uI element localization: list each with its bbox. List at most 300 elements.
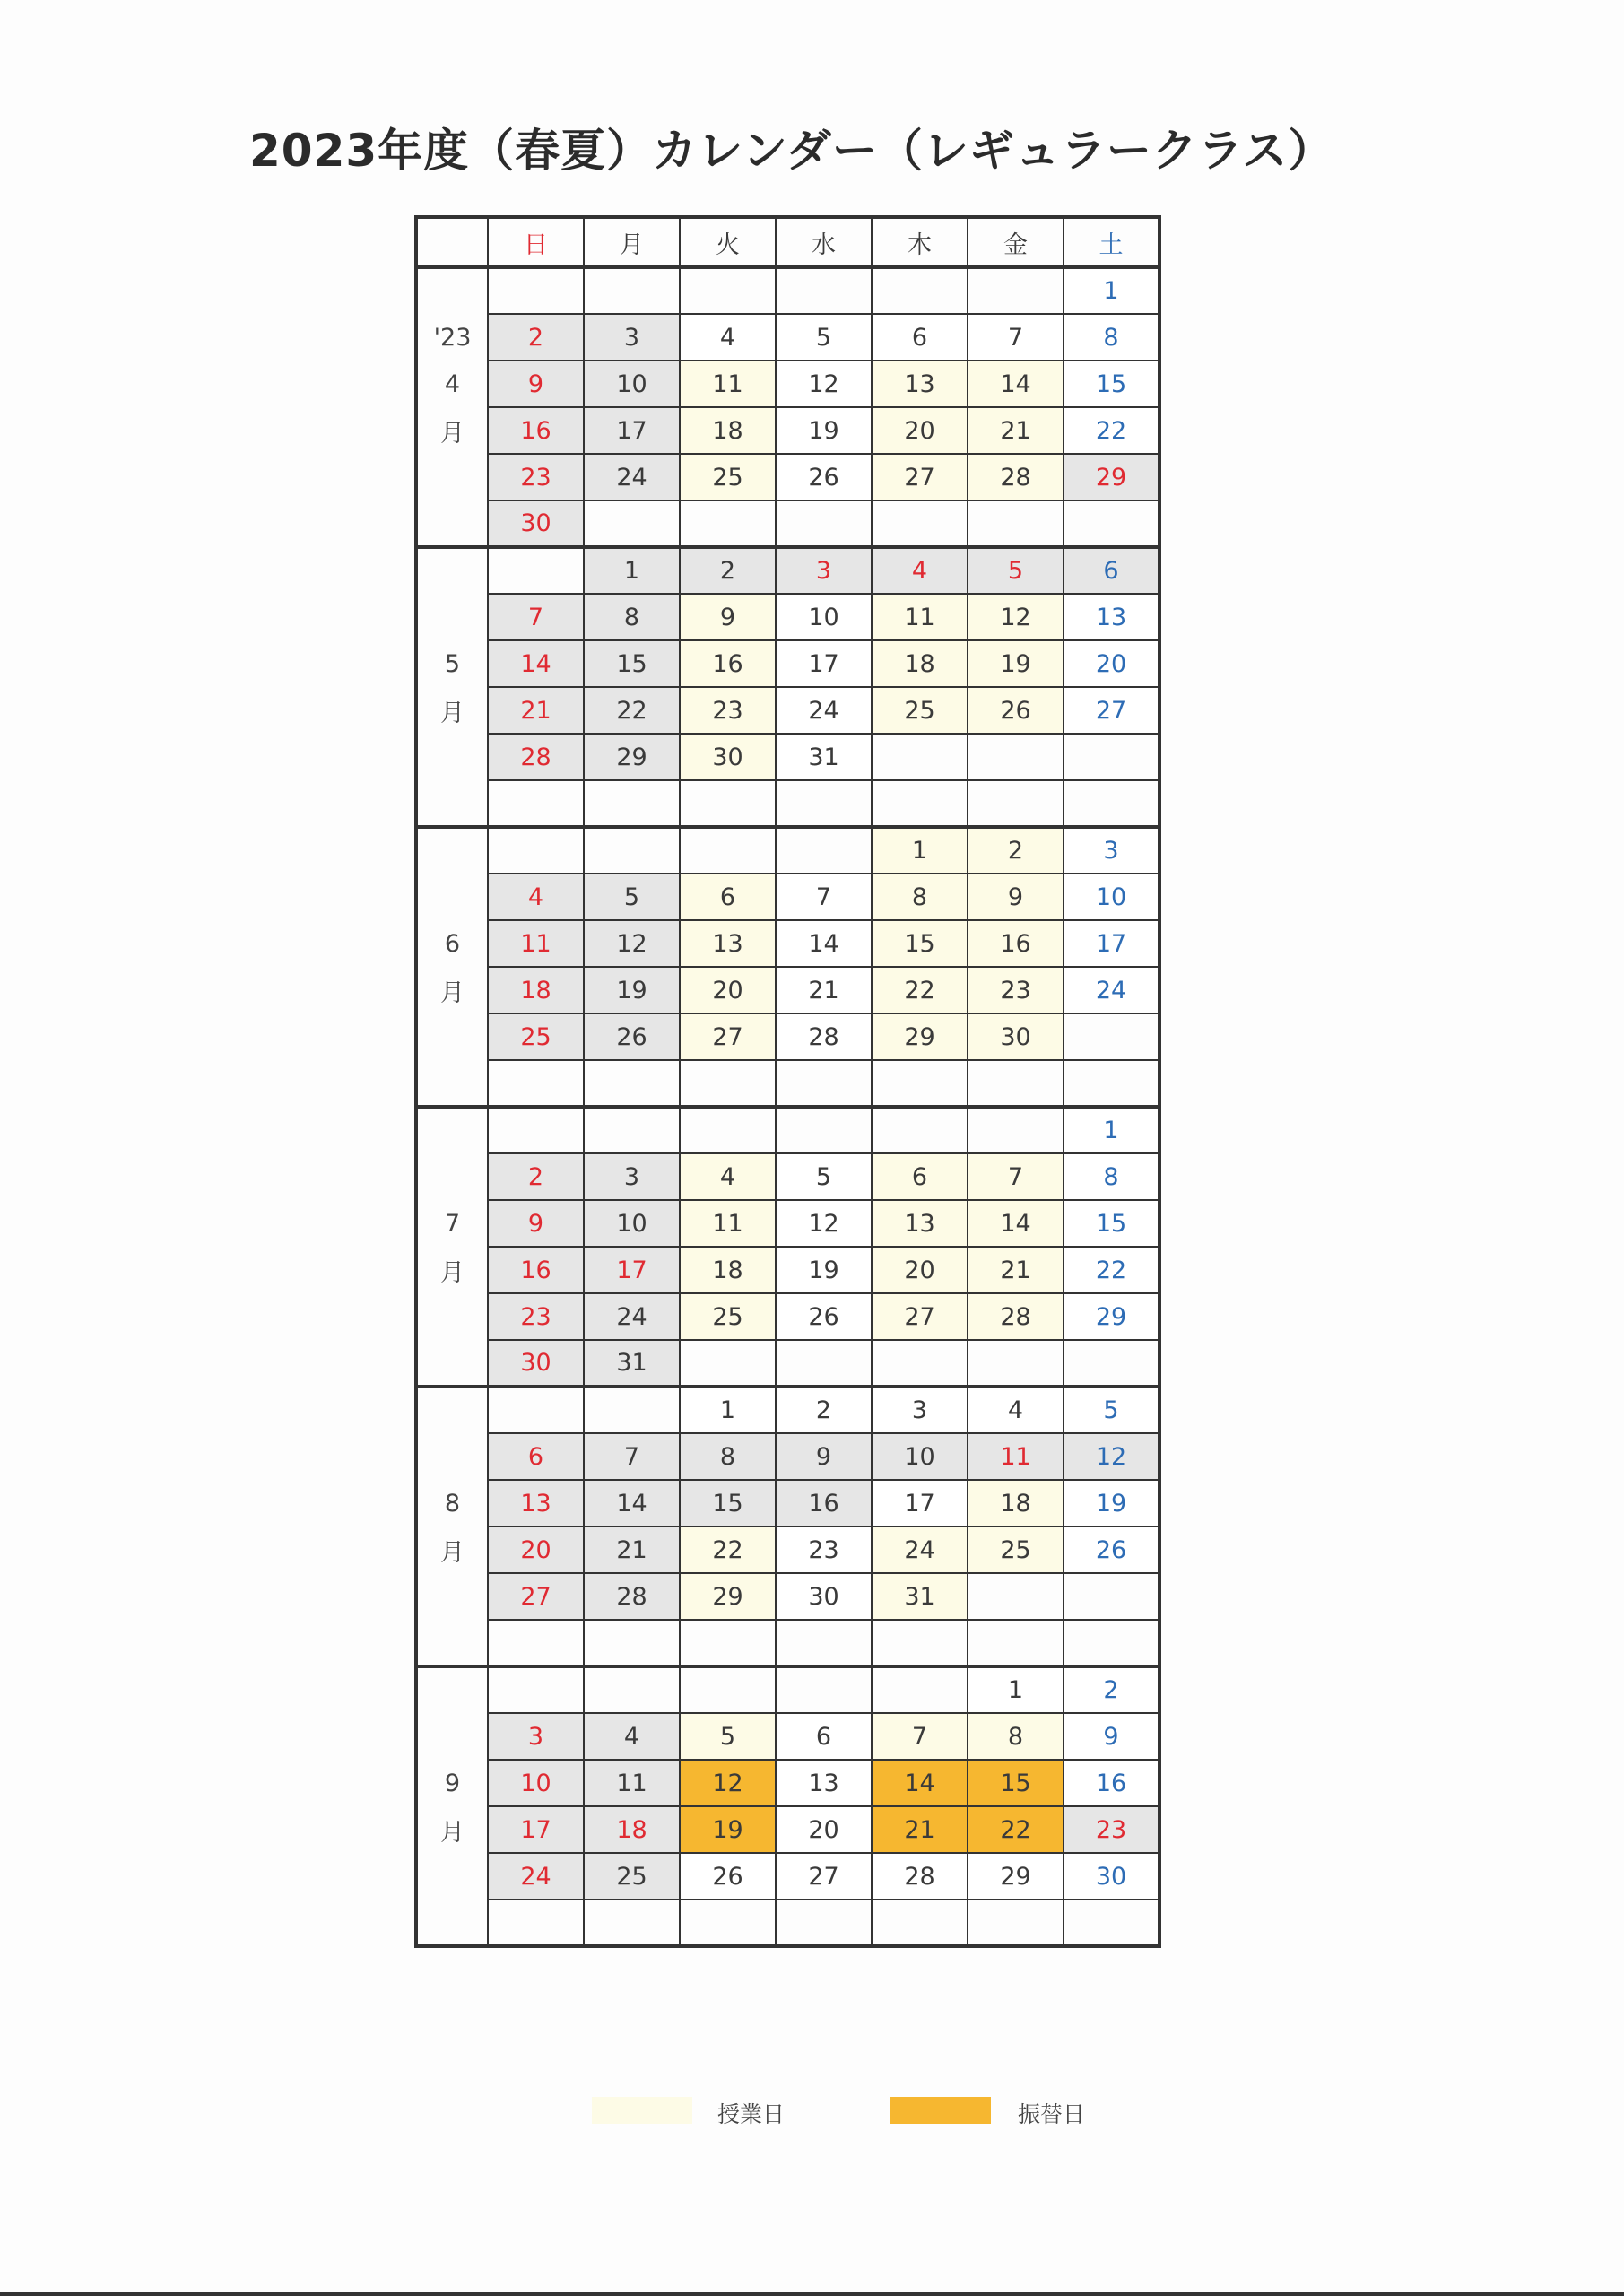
day-cell-sat [1064,780,1159,827]
day-cell-fri: 15 [968,1760,1064,1806]
day-cell-fri: 30 [968,1013,1064,1060]
day-cell-thu: 31 [872,1573,968,1620]
day-cell-thu: 15 [872,920,968,967]
month-label-cell [416,500,488,547]
day-cell-sat [1064,734,1159,780]
week-row [416,967,1159,1013]
day-cell-mon: 29 [584,734,680,780]
day-cell-fri [968,780,1064,827]
day-cell-wed [776,1620,872,1666]
week-row [416,1200,1159,1247]
day-cell-sun: 28 [488,734,584,780]
day-cell-sun [488,780,584,827]
day-cell-thu: 13 [872,361,968,407]
month-label-cell: 月 [416,407,488,454]
week-row [416,454,1159,500]
day-cell-thu: 28 [872,1853,968,1900]
day-cell-thu: 6 [872,1153,968,1200]
month-label-cell [416,1433,488,1480]
day-cell-fri: 18 [968,1480,1064,1526]
week-row [416,1666,1159,1713]
day-cell-fri: 14 [968,361,1064,407]
day-cell-wed: 31 [776,734,872,780]
day-cell-sat: 1 [1064,1107,1159,1153]
day-cell-fri: 21 [968,407,1064,454]
day-cell-sat: 5 [1064,1387,1159,1433]
day-cell-sat: 20 [1064,640,1159,687]
day-cell-wed: 20 [776,1806,872,1853]
day-cell-fri: 5 [968,547,1064,594]
day-cell-sat: 22 [1064,407,1159,454]
month-label-cell: '23 [416,314,488,361]
day-cell-sun: 30 [488,500,584,547]
day-cell-mon [584,1666,680,1713]
week-row [416,640,1159,687]
day-cell-tue: 12 [680,1760,776,1806]
day-cell-tue: 20 [680,967,776,1013]
day-cell-thu [872,1620,968,1666]
day-cell-sun [488,1666,584,1713]
month-label-cell [416,1293,488,1340]
legend-class-day-label: 授業日 [717,2101,786,2127]
week-row [416,1853,1159,1900]
day-cell-fri [968,734,1064,780]
day-cell-sat: 13 [1064,594,1159,640]
day-cell-tue: 16 [680,640,776,687]
month-label-cell: 7 [416,1200,488,1247]
month-label-cell [416,1387,488,1433]
week-row [416,1387,1159,1433]
day-cell-mon: 24 [584,454,680,500]
day-cell-fri: 7 [968,314,1064,361]
day-cell-sun: 16 [488,1247,584,1293]
day-cell-tue: 4 [680,1153,776,1200]
day-cell-mon: 3 [584,314,680,361]
day-cell-mon [584,780,680,827]
day-cell-fri: 14 [968,1200,1064,1247]
day-cell-wed [776,827,872,874]
day-cell-tue [680,1900,776,1946]
month-label-cell [416,1340,488,1387]
day-cell-tue: 15 [680,1480,776,1526]
week-row [416,780,1159,827]
day-cell-fri [968,267,1064,314]
day-cell-thu [872,734,968,780]
day-cell-fri [968,1900,1064,1946]
day-cell-tue [680,1060,776,1107]
day-cell-sun [488,1620,584,1666]
month-label-cell [416,1713,488,1760]
day-cell-sun: 6 [488,1433,584,1480]
day-cell-fri: 7 [968,1153,1064,1200]
day-cell-sun: 25 [488,1013,584,1060]
day-cell-sun: 17 [488,1806,584,1853]
day-cell-sun: 7 [488,594,584,640]
day-cell-tue: 25 [680,1293,776,1340]
day-cell-sat: 6 [1064,547,1159,594]
day-cell-sun: 11 [488,920,584,967]
day-cell-thu: 27 [872,1293,968,1340]
day-cell-wed: 12 [776,1200,872,1247]
weekday-header-row [416,217,1159,267]
day-cell-mon: 10 [584,361,680,407]
day-cell-tue [680,1620,776,1666]
day-cell-tue: 29 [680,1573,776,1620]
week-row [416,734,1159,780]
day-cell-tue: 1 [680,1387,776,1433]
legend-class-day-swatch [592,2097,692,2124]
day-cell-wed: 21 [776,967,872,1013]
day-cell-fri: 16 [968,920,1064,967]
day-cell-mon: 22 [584,687,680,734]
day-cell-thu: 4 [872,547,968,594]
month-label-cell [416,454,488,500]
month-label-cell [416,1107,488,1153]
day-cell-thu: 17 [872,1480,968,1526]
day-cell-tue: 19 [680,1806,776,1853]
day-cell-sat: 26 [1064,1526,1159,1573]
month-label-cell [416,734,488,780]
day-cell-tue: 2 [680,547,776,594]
day-cell-fri: 2 [968,827,1064,874]
day-cell-tue [680,827,776,874]
day-cell-thu: 20 [872,407,968,454]
day-cell-thu: 27 [872,454,968,500]
day-cell-mon: 10 [584,1200,680,1247]
day-cell-thu: 20 [872,1247,968,1293]
day-cell-fri: 8 [968,1713,1064,1760]
weekday-tue: 火 [680,217,776,267]
day-cell-sat: 9 [1064,1713,1159,1760]
day-cell-tue: 11 [680,361,776,407]
day-cell-mon [584,827,680,874]
day-cell-wed [776,780,872,827]
day-cell-sun [488,827,584,874]
day-cell-sun: 18 [488,967,584,1013]
day-cell-mon: 15 [584,640,680,687]
day-cell-tue: 22 [680,1526,776,1573]
day-cell-wed: 19 [776,407,872,454]
day-cell-sun [488,1900,584,1946]
day-cell-sat [1064,1060,1159,1107]
day-cell-mon: 11 [584,1760,680,1806]
month-label-cell [416,1620,488,1666]
month-label-cell [416,1666,488,1713]
day-cell-fri: 28 [968,1293,1064,1340]
weekday-sun: 日 [488,217,584,267]
day-cell-fri: 11 [968,1433,1064,1480]
week-row [416,500,1159,547]
day-cell-sun [488,267,584,314]
day-cell-wed: 26 [776,454,872,500]
month-label-cell [416,547,488,594]
week-row [416,1433,1159,1480]
day-cell-thu: 14 [872,1760,968,1806]
day-cell-tue: 4 [680,314,776,361]
day-cell-fri: 9 [968,874,1064,920]
day-cell-sun: 30 [488,1340,584,1387]
week-row [416,874,1159,920]
day-cell-mon [584,1900,680,1946]
day-cell-thu: 8 [872,874,968,920]
month-label-cell: 4 [416,361,488,407]
day-cell-tue: 11 [680,1200,776,1247]
legend-substitute-day-swatch [890,2097,991,2124]
day-cell-tue: 30 [680,734,776,780]
day-cell-thu: 11 [872,594,968,640]
week-row [416,687,1159,734]
day-cell-sun: 20 [488,1526,584,1573]
calendar-table [414,215,1161,1948]
day-cell-tue: 6 [680,874,776,920]
month-label-cell: 9 [416,1760,488,1806]
week-row [416,1713,1159,1760]
day-cell-wed: 9 [776,1433,872,1480]
day-cell-sat [1064,1340,1159,1387]
month-label-cell: 5 [416,640,488,687]
day-cell-sat [1064,1900,1159,1946]
day-cell-thu: 10 [872,1433,968,1480]
day-cell-sat: 2 [1064,1666,1159,1713]
day-cell-sat [1064,1573,1159,1620]
day-cell-sun: 9 [488,1200,584,1247]
page-title: 2023年度（春夏）カレンダー（レギュラークラス） [249,125,1334,177]
day-cell-tue [680,780,776,827]
day-cell-thu [872,780,968,827]
day-cell-mon: 21 [584,1526,680,1573]
week-row [416,1900,1159,1946]
day-cell-mon: 17 [584,1247,680,1293]
calendar-body [416,267,1159,1946]
week-row [416,920,1159,967]
day-cell-sat [1064,500,1159,547]
day-cell-sat: 10 [1064,874,1159,920]
day-cell-sun: 10 [488,1760,584,1806]
day-cell-fri: 19 [968,640,1064,687]
month-label-cell [416,1900,488,1946]
day-cell-fri: 1 [968,1666,1064,1713]
day-cell-sun: 9 [488,361,584,407]
day-cell-sun: 13 [488,1480,584,1526]
day-cell-sun: 14 [488,640,584,687]
day-cell-wed [776,267,872,314]
day-cell-mon: 14 [584,1480,680,1526]
day-cell-sat [1064,1013,1159,1060]
day-cell-sun: 24 [488,1853,584,1900]
day-cell-sun: 2 [488,1153,584,1200]
day-cell-mon [584,1387,680,1433]
month-label-cell [416,1853,488,1900]
day-cell-fri: 29 [968,1853,1064,1900]
day-cell-sun: 21 [488,687,584,734]
day-cell-sat [1064,1620,1159,1666]
day-cell-mon: 1 [584,547,680,594]
day-cell-fri [968,1060,1064,1107]
week-row [416,1293,1159,1340]
day-cell-wed: 10 [776,594,872,640]
day-cell-sat: 29 [1064,454,1159,500]
month-label-cell [416,1013,488,1060]
day-cell-mon: 7 [584,1433,680,1480]
day-cell-thu: 3 [872,1387,968,1433]
month-label-cell [416,1060,488,1107]
day-cell-mon: 3 [584,1153,680,1200]
weekday-mon: 月 [584,217,680,267]
day-cell-sat: 29 [1064,1293,1159,1340]
week-row [416,1760,1159,1806]
day-cell-fri [968,1107,1064,1153]
month-label-cell: 月 [416,1526,488,1573]
day-cell-sat: 15 [1064,361,1159,407]
day-cell-sun [488,1107,584,1153]
day-cell-tue: 27 [680,1013,776,1060]
day-cell-wed: 16 [776,1480,872,1526]
day-cell-wed [776,1107,872,1153]
week-row [416,1153,1159,1200]
day-cell-sat: 15 [1064,1200,1159,1247]
day-cell-mon: 18 [584,1806,680,1853]
day-cell-fri [968,1573,1064,1620]
day-cell-wed: 26 [776,1293,872,1340]
week-row [416,314,1159,361]
day-cell-tue: 18 [680,1247,776,1293]
day-cell-mon [584,267,680,314]
day-cell-tue: 25 [680,454,776,500]
week-row [416,1060,1159,1107]
day-cell-sun: 23 [488,454,584,500]
day-cell-mon [584,500,680,547]
day-cell-mon: 4 [584,1713,680,1760]
day-cell-tue: 9 [680,594,776,640]
day-cell-sun: 23 [488,1293,584,1340]
day-cell-mon: 31 [584,1340,680,1387]
legend [0,2097,1624,2126]
day-cell-sun: 16 [488,407,584,454]
day-cell-sat: 16 [1064,1760,1159,1806]
week-row [416,361,1159,407]
month-label-cell: 月 [416,967,488,1013]
day-cell-thu [872,1340,968,1387]
month-label-cell [416,267,488,314]
day-cell-thu: 25 [872,687,968,734]
day-cell-wed: 14 [776,920,872,967]
day-cell-thu: 7 [872,1713,968,1760]
day-cell-thu: 18 [872,640,968,687]
day-cell-sat: 17 [1064,920,1159,967]
day-cell-mon [584,1620,680,1666]
day-cell-sat: 8 [1064,1153,1159,1200]
day-cell-tue: 26 [680,1853,776,1900]
day-cell-wed: 30 [776,1573,872,1620]
day-cell-fri: 25 [968,1526,1064,1573]
day-cell-wed [776,1666,872,1713]
day-cell-thu: 21 [872,1806,968,1853]
day-cell-sat: 3 [1064,827,1159,874]
day-cell-sun [488,547,584,594]
month-label-cell [416,1153,488,1200]
day-cell-wed [776,1340,872,1387]
day-cell-wed: 3 [776,547,872,594]
day-cell-mon: 8 [584,594,680,640]
day-cell-tue: 23 [680,687,776,734]
day-cell-fri: 28 [968,454,1064,500]
day-cell-fri [968,1340,1064,1387]
week-row [416,1247,1159,1293]
day-cell-tue [680,500,776,547]
month-label-cell [416,594,488,640]
day-cell-fri: 22 [968,1806,1064,1853]
day-cell-mon: 19 [584,967,680,1013]
day-cell-wed [776,1900,872,1946]
month-header-blank [416,217,488,267]
week-row [416,1340,1159,1387]
day-cell-fri: 21 [968,1247,1064,1293]
month-label-cell [416,780,488,827]
day-cell-thu [872,1900,968,1946]
day-cell-sat: 23 [1064,1806,1159,1853]
day-cell-wed: 12 [776,361,872,407]
day-cell-sun: 27 [488,1573,584,1620]
day-cell-thu: 13 [872,1200,968,1247]
day-cell-thu [872,500,968,547]
week-row [416,1107,1159,1153]
day-cell-mon: 25 [584,1853,680,1900]
day-cell-sun [488,1060,584,1107]
day-cell-mon [584,1060,680,1107]
day-cell-thu [872,1060,968,1107]
page-bottom-edge [0,2292,1624,2296]
day-cell-tue: 5 [680,1713,776,1760]
week-row [416,1806,1159,1853]
day-cell-wed: 23 [776,1526,872,1573]
day-cell-sun: 3 [488,1713,584,1760]
day-cell-mon: 28 [584,1573,680,1620]
week-row [416,594,1159,640]
day-cell-thu [872,1107,968,1153]
day-cell-sun: 2 [488,314,584,361]
day-cell-wed: 5 [776,1153,872,1200]
weekday-wed: 水 [776,217,872,267]
day-cell-wed: 27 [776,1853,872,1900]
week-row [416,1573,1159,1620]
day-cell-thu: 22 [872,967,968,1013]
day-cell-sun: 4 [488,874,584,920]
day-cell-sat: 12 [1064,1433,1159,1480]
weekday-sat: 土 [1064,217,1159,267]
day-cell-tue [680,1340,776,1387]
day-cell-thu: 29 [872,1013,968,1060]
month-label-cell: 月 [416,687,488,734]
week-row [416,1013,1159,1060]
day-cell-mon: 12 [584,920,680,967]
weekday-fri: 金 [968,217,1064,267]
day-cell-wed: 19 [776,1247,872,1293]
month-label-cell: 月 [416,1806,488,1853]
day-cell-thu [872,1666,968,1713]
day-cell-tue [680,267,776,314]
day-cell-thu: 24 [872,1526,968,1573]
day-cell-wed: 28 [776,1013,872,1060]
month-label-cell [416,1573,488,1620]
day-cell-fri: 26 [968,687,1064,734]
day-cell-wed: 24 [776,687,872,734]
month-label-cell [416,827,488,874]
day-cell-sat: 8 [1064,314,1159,361]
day-cell-tue [680,1666,776,1713]
day-cell-fri: 12 [968,594,1064,640]
month-label-cell: 6 [416,920,488,967]
day-cell-fri [968,1620,1064,1666]
